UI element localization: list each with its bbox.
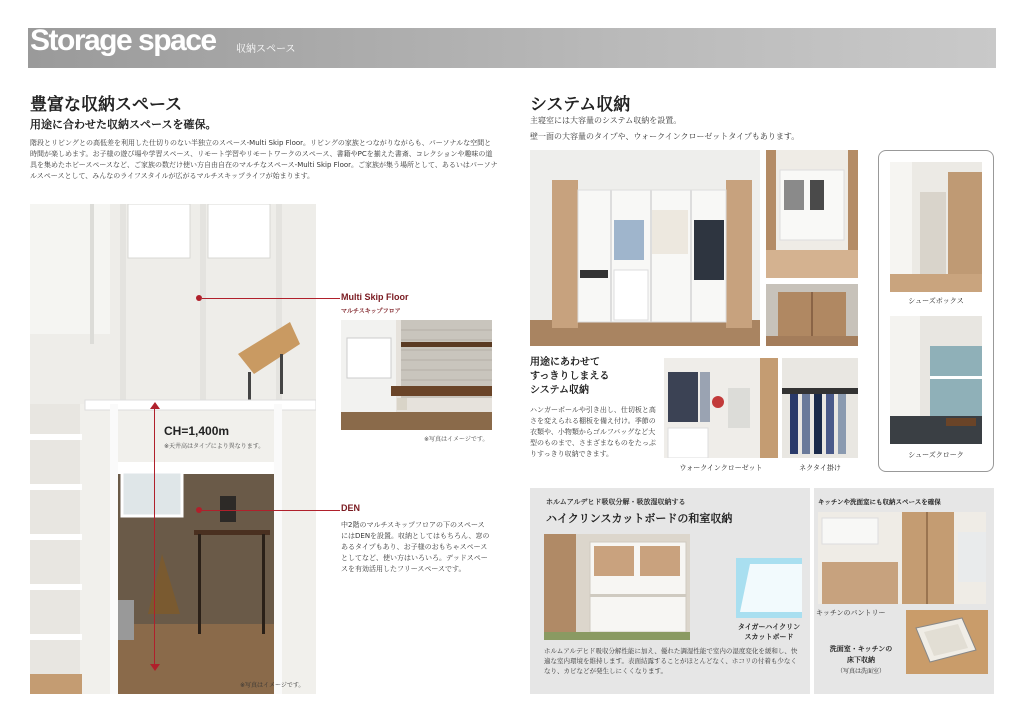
msf-sublabel: マルチスキップフロア: [341, 308, 401, 315]
den-callout-line: [202, 510, 340, 511]
left-heading: 豊富な収納スペース: [30, 95, 183, 115]
floor-caption-1: 洗面室・キッチンの: [829, 645, 893, 653]
left-paragraph: 階段とリビングとの高低差を利用した仕切りのない半独立のスペース-Multi Skip Floor。リビングの家族とつながりながらも、パーソナルな空間と時間が楽しめます。お子様の遊び場や学習スペース、リモート学習やリモートワークのスペース、書籍やPCを揃えた書斎、コレクションや趣味の道具を集めたホビースペースなど、ご家族の数だけ使い方自由自在のマルチなスペース-Multi Skip Floor。ご家族が集う場所として、あるいはパーソナルスペースとして、みんなのライフスタイルが広がるマルチスキップライフが始まります。: [30, 139, 498, 180]
kitchen-title: キッチンや洗面室にも収納スペースを確保: [818, 498, 941, 506]
system-block-text: ハンガーポールや引き出し、仕切板と高さを変えられる棚板を備え付け。季節の衣類や、小物類からゴルフバッグなど大型のものまで、さまざまなものをたっぷりすっきり収納できます。: [530, 406, 656, 458]
right-sub-1: 主寝室には大容量のシステム収納を設置。: [530, 116, 682, 125]
system-block-title-3: システム収納: [530, 385, 589, 396]
necktie-photo: [782, 358, 858, 458]
pantry-caption: キッチンのパントリー: [816, 609, 886, 617]
den-label: DEN: [341, 503, 361, 513]
shoes-cloak-caption: シューズクローク: [908, 451, 964, 459]
system-block-title-2: すっきりしまえる: [530, 371, 610, 382]
system-closet-photo: [530, 150, 760, 346]
walkin-closet-photo: [664, 358, 778, 458]
right-sub-2: 壁一面の大容量のタイプや、ウォークインクローゼットタイプもあります。: [530, 132, 800, 141]
page-subtitle: 収納スペース: [236, 44, 296, 55]
shoes-box-caption: シューズボックス: [908, 297, 964, 305]
walkin-caption: ウォークインクローゼット: [679, 464, 763, 472]
msf-label: Multi Skip Floor: [341, 292, 409, 302]
arrow-up-icon: [150, 402, 160, 409]
underfloor-storage-photo: [906, 610, 988, 674]
tiger-board-photo: [736, 558, 802, 618]
floor-caption-3: （写真は洗面室）: [836, 668, 885, 675]
shoes-box-photo: [890, 162, 982, 292]
walkin-top-photo: [766, 150, 858, 278]
left-subheading: 用途に合わせた収納スペースを確保。: [30, 118, 217, 131]
tiger-caption-1: タイガーハイクリン: [737, 623, 801, 631]
necktie-caption: ネクタイ掛け: [799, 464, 841, 472]
ceiling-height-note: ※天井高はタイプにより異なります。: [164, 443, 265, 450]
arrow-down-icon: [150, 664, 160, 671]
den-description: 中2階のマルチスキップフロアの下のスペースにはDENを設置。収納としてはもちろん、窓のあるタイプもあり、お子様のおもちゃスペースとしてなど、使い方はいろいろ。デッドスペースを有効活用したフリースペースです。: [341, 521, 490, 573]
msf-callout-line: [202, 298, 340, 299]
shoes-cloak-photo: [890, 316, 982, 444]
hc-small-title: ホルムアルデヒド吸収分解・吸放湿収納する: [546, 498, 686, 506]
page-title: Storage space: [30, 24, 216, 57]
hc-text: ホルムアルデヒド吸収分解性能に加え、優れた調湿性能で室内の湿度変化を緩和し、快適な室内環境を維持します。表面結露することがほとんどなく、ホコリの付着も少なくなり、カビなどが発生しにくくなります。: [544, 647, 798, 675]
height-arrow-line: [154, 405, 155, 667]
right-heading: システム収納: [530, 95, 631, 115]
floor-caption-2: 床下収納: [847, 656, 875, 664]
system-block-title-1: 用途にあわせて: [530, 357, 600, 368]
msf-photo-note: ※写真はイメージです。: [424, 436, 489, 443]
tiger-caption-2: スカットボード: [744, 633, 794, 641]
msf-detail-photo: [341, 320, 492, 430]
ceiling-height-label: CH=1,400m: [164, 424, 230, 438]
hc-title: ハイクリンスカットボードの和室収納: [546, 512, 733, 525]
main-photo-note: ※写真はイメージです。: [240, 682, 305, 689]
washitsu-storage-photo: [544, 534, 690, 640]
closet-door-photo: [766, 284, 858, 346]
pantry-photo: [818, 512, 986, 604]
